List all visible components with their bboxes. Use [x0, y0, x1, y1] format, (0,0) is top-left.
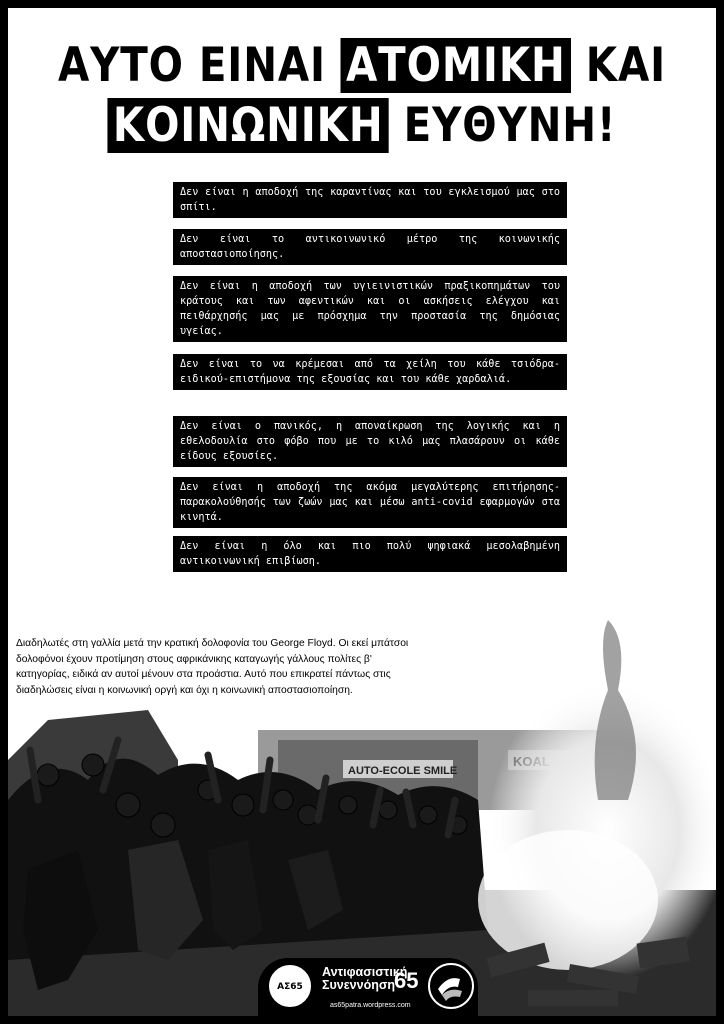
statement-box: Δεν είναι η αποδοχή της καραντίνας και του εγκλεισμού μας στο σπίτι.	[173, 182, 567, 218]
antifa-flag-icon	[428, 963, 474, 1009]
statement-box: Δεν είναι ο πανικός, η αποναίκρωση της λογικής και η εθελοδουλία στο φόβο που με το κιλό μας πλασάρουν οι κάθε είδους εξουσίες.	[173, 416, 567, 467]
organization-number: 65	[394, 968, 419, 993]
headline-text: ΚΑΙ	[570, 38, 667, 93]
statement-box: Δεν είναι το να κρέμεσαι από τα χείλη του κάθε τσιόδρα-ειδικού-επιστήμονα της εξουσίας και του κάθε χαρδαλιά.	[173, 354, 567, 390]
statement-box: Δεν είναι η όλο και πιο πολύ ψηφιακά μεσολαβημένη αντικοινωνική επιβίωση.	[173, 536, 567, 572]
headline-text: ΑΥΤΟ ΕΙΝΑΙ	[57, 38, 341, 93]
statement-box: Δεν είναι το αντικοινωνικό μέτρο της κοινωνικής αποστασιοποίησης.	[173, 229, 567, 265]
org-line-2: Συνεννόηση	[322, 978, 396, 992]
org-line-1: Αντιφασιστική	[322, 965, 408, 979]
shop-sign: AUTO-ECOLE SMILE	[348, 765, 458, 777]
antifa-flag-svg	[430, 965, 472, 1007]
headline-highlight: ΚΟΙΝΩΝΙΚΗ	[108, 98, 389, 153]
statement-box: Δεν είναι η αποδοχή των υγιεινιστικών πραξικοπημάτων του κράτους και των αφεντικών και οι ασκήσεις ελέγχου και πειθάρχησής μας με πρόσχημα την προστασία της δημόσιας υγείας.	[173, 276, 567, 342]
headline-text: ΕΥΘΥΝΗ!	[388, 98, 617, 153]
organization-logo	[266, 962, 314, 1010]
website-url: as65patra.wordpress.com	[330, 1002, 411, 1009]
photo-caption: Διαδηλωτές στη γαλλία μετά την κρατική δολοφονία του George Floyd. Οι εκεί μπάτσοι δολοφόνοι έχουν προτίμηση στους αφρικάνικης καταγωγής γάλλους πολίτες β' κατηγορίας, ειδικά αν αυτοί μένουν στα προάστια. Αυτό που επικρατεί πάντως στις διαδηλώσεις είναι η κοινωνική οργή και όχι η κοινωνική αποστασιοποίηση.	[16, 638, 409, 696]
statement-box: Δεν είναι η αποδοχή της ακόμα μεγαλύτερης επιτήρησης-παρακολούθησής των ζωών μας και μέσω anti-covid εφαρμογών στα κινητά.	[173, 477, 567, 528]
headline-line-2	[51, 96, 674, 156]
headline-line-1	[51, 36, 674, 96]
logo-text: ΑΣ65	[277, 982, 303, 992]
headline-highlight: ΑΤΟΜΙΚΗ	[341, 38, 571, 93]
